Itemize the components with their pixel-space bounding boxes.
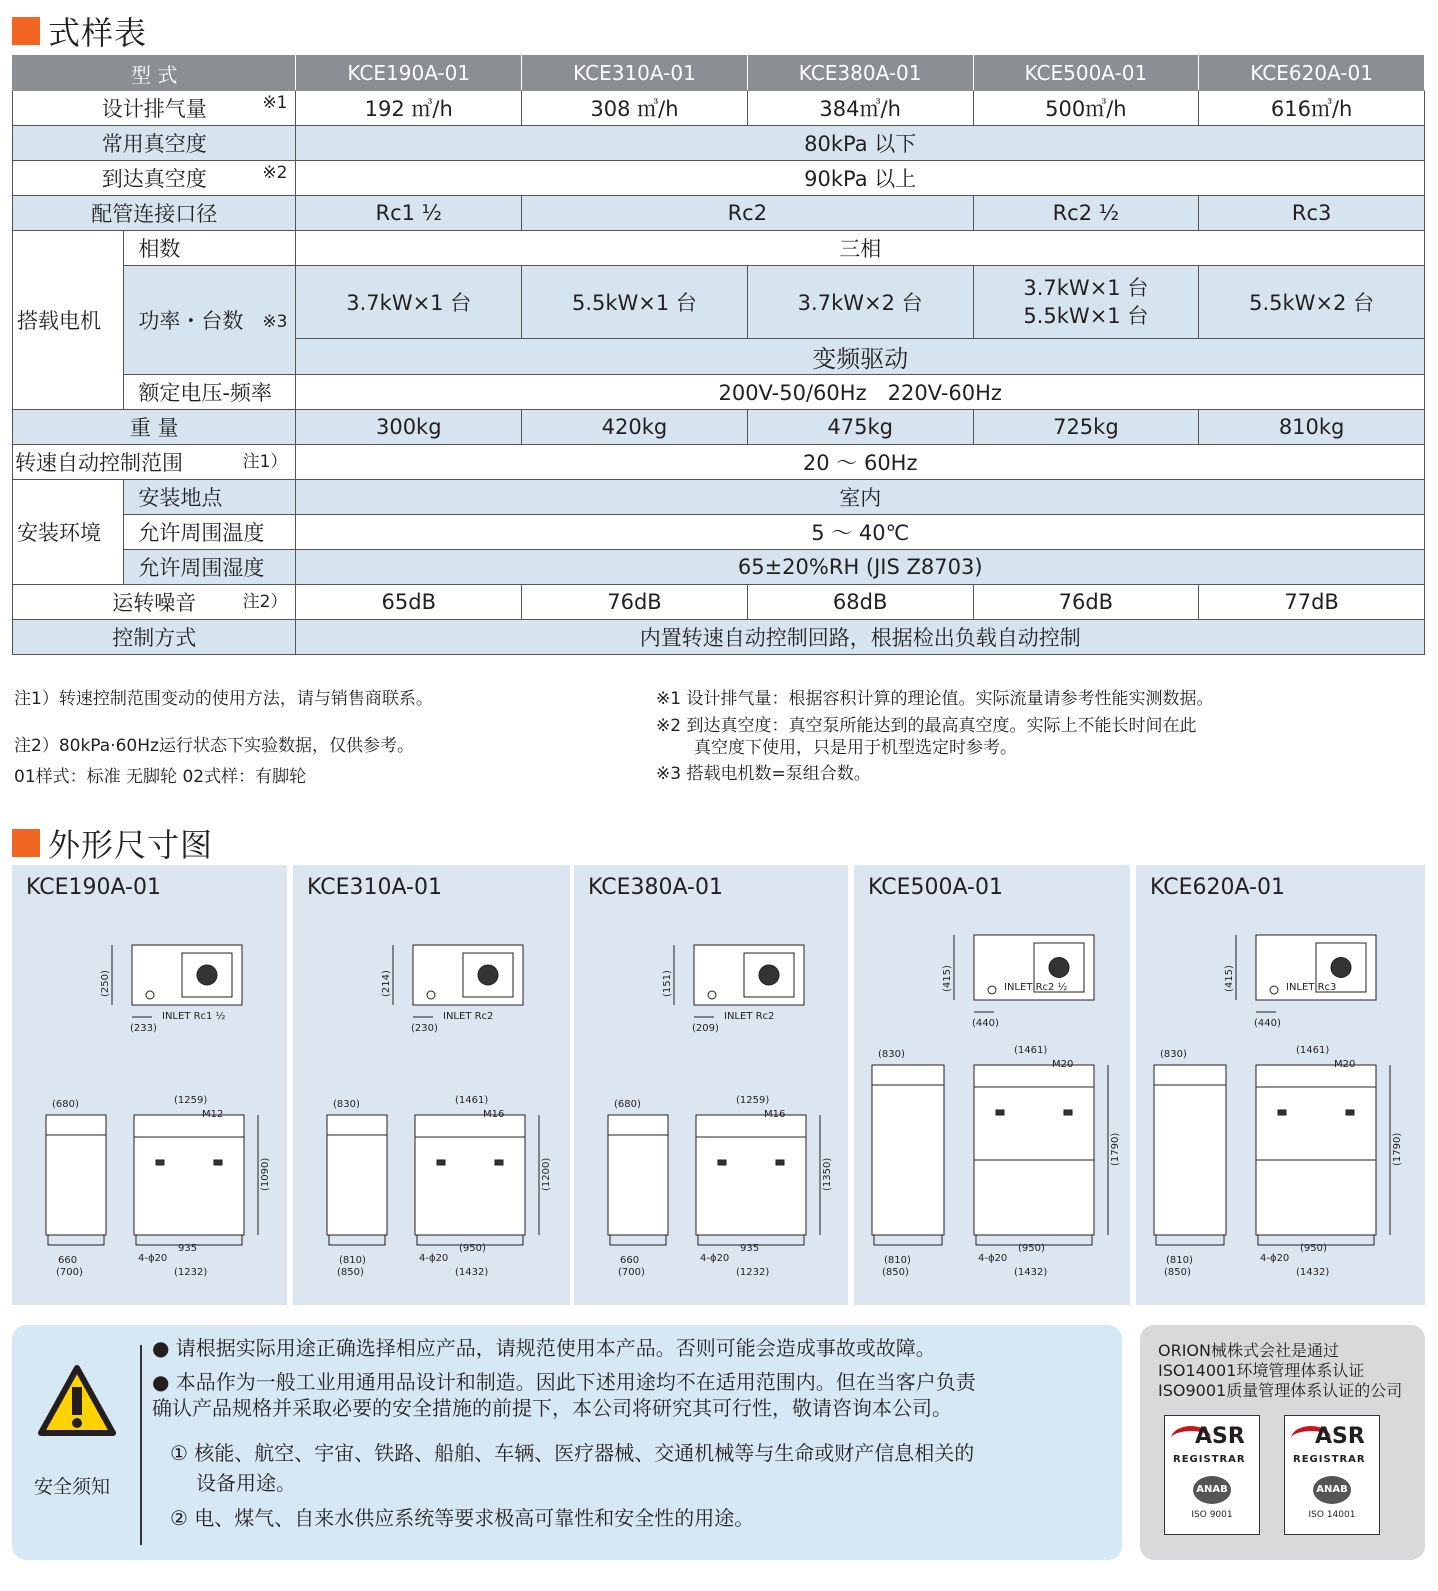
power-value: 3.7kW×1 台 5.5kW×1 台	[973, 266, 1199, 339]
front-view	[608, 1115, 668, 1235]
voltage-label: 额定电压-频率	[124, 375, 296, 410]
note-1: 注1）转速控制范围变动的使用方法，请与销售商联系。	[14, 689, 433, 709]
safety-label: 安全须知	[34, 1476, 111, 1498]
front-width-label: (830)	[1160, 1049, 1187, 1060]
fan-icon	[478, 965, 498, 985]
warning-p3a: ① 核能、航空、宇宙、铁路、船舶、车辆、医疗器械、交通机械等与生命或财产信息相关的	[170, 1441, 975, 1465]
spec-section-header	[12, 8, 147, 54]
table-row	[13, 585, 1425, 620]
dim-panel	[854, 865, 1130, 1305]
drawing-lines	[608, 945, 820, 1245]
dimension-drawings	[12, 865, 1425, 1305]
base-width-label: (850)	[882, 1267, 909, 1278]
exhaust-label: 设计排气量 ※1	[13, 91, 296, 126]
height-label: (1200)	[541, 1157, 552, 1191]
panel-model-name: KCE190A-01	[26, 875, 161, 900]
bolt-label: M20	[1052, 1059, 1074, 1070]
motor-group-label: 搭载电机	[13, 231, 124, 410]
divider	[140, 1345, 142, 1545]
top-width-label: (440)	[972, 1018, 999, 1029]
front-width-label: (680)	[614, 1099, 641, 1110]
inlet-label: INLET Rc2	[724, 1011, 775, 1022]
normal-vacuum-label: 常用真空度	[13, 126, 296, 161]
warning-p2a: ● 本品作为一般工业用通用品设计和制造。因此下述用途均不在适用范围内。但在当客户负责	[152, 1370, 976, 1394]
side-view	[974, 1065, 1094, 1235]
remark-3: ※3 搭载电机数=泵组合数。	[656, 764, 871, 784]
noise-value: 68dB	[747, 585, 973, 620]
pipe-value: Rc3	[1199, 196, 1425, 231]
base-width-label: (700)	[56, 1267, 83, 1278]
warning-p3b: 设备用途。	[196, 1471, 296, 1495]
front-view	[327, 1115, 387, 1235]
remark-1: ※1 设计排气量：根据容积计算的理论值。实际流量请参考性能实测数据。	[656, 689, 1214, 709]
top-width-label: (233)	[130, 1023, 157, 1034]
base-width-label: 660	[58, 1255, 78, 1266]
front-view	[46, 1115, 106, 1235]
control-value: 内置转速自动控制回路，根据检出负载自动控制	[296, 620, 1425, 655]
top-height-label: (151)	[662, 970, 673, 997]
dimension-drawing	[574, 865, 848, 1305]
inlet-label: INLET Rc2 ½	[1004, 982, 1068, 993]
power-label: 功率・台数 ※3	[124, 266, 296, 375]
ultimate-vacuum-value: 90kPa 以上	[296, 161, 1425, 196]
dimension-drawing	[854, 865, 1130, 1305]
base-width-label: (850)	[337, 1267, 364, 1278]
base-depth-label: (950)	[459, 1243, 486, 1254]
height-label: (1090)	[260, 1157, 271, 1191]
weight-value: 810kg	[1199, 410, 1425, 445]
warning-p2b: 确认产品规格并采取必要的安全措施的前提下，本公司将研究其可行性，敬请咨询本公司。	[152, 1396, 952, 1420]
front-width-label: (680)	[52, 1099, 79, 1110]
table-row	[13, 515, 1425, 550]
cert-text: ORION械株式会社是通过 ISO14001环境管理体系认证 ISO9001质量管理体系认证的公司	[1158, 1341, 1403, 1400]
base-depth-label: (1232)	[736, 1267, 770, 1278]
side-width-label: (1461)	[455, 1095, 489, 1106]
exhaust-value: 308 ㎥/h	[522, 91, 748, 126]
drawing-lines	[327, 945, 539, 1245]
voltage-value: 200V-50/60Hz 220V-60Hz	[296, 375, 1425, 410]
spec-section-title: 式样表	[48, 14, 148, 52]
bolt-label: M16	[764, 1109, 786, 1120]
base-rail	[329, 1235, 385, 1245]
drive-value: 变频驱动	[296, 339, 1425, 375]
remark-2b: 真空度下使用，只是用于机型选定时参考。	[694, 738, 1017, 758]
fan-icon	[759, 965, 779, 985]
base-width-label: (850)	[1164, 1267, 1191, 1278]
weight-value: 420kg	[522, 410, 748, 445]
side-view	[415, 1115, 525, 1235]
inlet-label: INLET Rc3	[1286, 982, 1337, 993]
bolt-label: M12	[202, 1109, 224, 1120]
base-rail	[1156, 1235, 1224, 1245]
orange-square-icon	[12, 17, 40, 45]
power-value: 3.7kW×2 台	[747, 266, 973, 339]
power-value: 3.7kW×1 台	[296, 266, 522, 339]
exhaust-value: 500㎥/h	[973, 91, 1199, 126]
base-width-label: (810)	[339, 1255, 366, 1266]
handle	[996, 1110, 1004, 1115]
dimension-drawing	[12, 865, 287, 1305]
inlet-label: INLET Rc1 ½	[162, 1011, 226, 1022]
table-row	[13, 231, 1425, 266]
remark-2a: ※2 到达真空度：真空泵所能达到的最高真空度。实际上不能长时间在此	[656, 716, 1197, 736]
handle	[1346, 1110, 1354, 1115]
base-width-label: (810)	[1166, 1255, 1193, 1266]
model-header: KCE620A-01	[1199, 56, 1425, 91]
table-row	[13, 196, 1425, 231]
base-depth-label: (950)	[1300, 1243, 1327, 1254]
top-height-label: (415)	[942, 965, 953, 992]
handle	[214, 1160, 222, 1165]
panel-model-name: KCE310A-01	[307, 875, 442, 900]
top-height-label: (250)	[100, 970, 111, 997]
speed-value: 20 ～ 60Hz	[296, 445, 1425, 480]
noise-value: 65dB	[296, 585, 522, 620]
pipe-value: Rc2 ½	[973, 196, 1199, 231]
noise-value: 77dB	[1199, 585, 1425, 620]
normal-vacuum-value: 80kPa 以下	[296, 126, 1425, 161]
exhaust-value: 384㎥/h	[747, 91, 973, 126]
bolt-label: M16	[483, 1109, 505, 1120]
handle	[718, 1160, 726, 1165]
dimension-drawing	[1136, 865, 1425, 1305]
table-row	[13, 550, 1425, 585]
top-height-label: (415)	[1224, 965, 1235, 992]
top-width-label: (230)	[411, 1023, 438, 1034]
table-row	[13, 410, 1425, 445]
env-group-label: 安装环境	[13, 480, 124, 585]
phase-label: 相数	[124, 231, 296, 266]
base-depth-label: (1432)	[455, 1267, 489, 1278]
handle	[776, 1160, 784, 1165]
exhaust-value: 192 ㎥/h	[296, 91, 522, 126]
certification-box	[1140, 1325, 1425, 1560]
note-3: 01样式：标准 无脚轮 02式样：有脚轮	[14, 767, 307, 787]
top-height-label: (214)	[381, 970, 392, 997]
warning-icon	[38, 1365, 116, 1437]
table-row	[13, 126, 1425, 161]
hole-label: 4-ϕ20	[700, 1253, 730, 1264]
weight-value: 475kg	[747, 410, 973, 445]
table-row	[13, 620, 1425, 655]
header-label: 型 式	[13, 56, 296, 91]
pipe-value: Rc1 ½	[296, 196, 522, 231]
front-view	[872, 1065, 944, 1235]
note-2: 注2）80kPa·60Hz运行状态下实验数据，仅供参考。	[14, 736, 414, 756]
handle	[495, 1160, 503, 1165]
bolt-label: M20	[1334, 1059, 1356, 1070]
control-label: 控制方式	[13, 620, 296, 655]
side-width-label: (1461)	[1014, 1045, 1048, 1056]
temp-value: 5 ～ 40℃	[296, 515, 1425, 550]
inlet-label: INLET Rc2	[443, 1011, 494, 1022]
panel-model-name: KCE500A-01	[868, 875, 1003, 900]
place-label: 安装地点	[124, 480, 296, 515]
handle	[1278, 1110, 1286, 1115]
orange-square-icon	[12, 829, 40, 857]
hole-label: 4-ϕ20	[419, 1253, 449, 1264]
side-view	[696, 1115, 806, 1235]
height-label: (1790)	[1392, 1132, 1403, 1166]
pipe-label: 配管连接口径	[13, 196, 296, 231]
panel-model-name: KCE620A-01	[1150, 875, 1285, 900]
base-width-label: 660	[620, 1255, 640, 1266]
dim-panel	[293, 865, 570, 1305]
height-label: (1350)	[822, 1157, 833, 1191]
humidity-label: 允许周围湿度	[124, 550, 296, 585]
base-width-label: (700)	[618, 1267, 645, 1278]
model-header: KCE500A-01	[973, 56, 1199, 91]
drawing-lines	[46, 945, 258, 1245]
noise-value: 76dB	[973, 585, 1199, 620]
dim-panel	[12, 865, 287, 1305]
front-width-label: (830)	[878, 1049, 905, 1060]
dimension-drawing	[293, 865, 570, 1305]
base-depth-label: 935	[740, 1243, 760, 1254]
drawing-lines	[872, 935, 1108, 1245]
noise-label: 运转噪音 注2）	[13, 585, 296, 620]
fan-icon	[197, 965, 217, 985]
top-width-label: (440)	[1254, 1018, 1281, 1029]
hole-label: 4-ϕ20	[138, 1253, 168, 1264]
top-width-label: (209)	[692, 1023, 719, 1034]
speed-label: 转速自动控制范围 注1）	[13, 445, 296, 480]
base-depth-label: (1232)	[174, 1267, 208, 1278]
model-header: KCE190A-01	[296, 56, 522, 91]
pipe-value: Rc2	[522, 196, 973, 231]
hole-label: 4-ϕ20	[978, 1253, 1008, 1264]
dims-section-title: 外形尺寸图	[48, 826, 214, 864]
asr-logo-iso9001: ASR REGISTRAR ANAB ISO 9001	[1164, 1415, 1260, 1535]
asr-logo-iso14001: ASR REGISTRAR ANAB ISO 14001	[1284, 1415, 1380, 1535]
base-depth-label: 935	[178, 1243, 198, 1254]
humidity-value: 65±20%RH (JIS Z8703)	[296, 550, 1425, 585]
dims-section-header	[12, 820, 213, 866]
handle	[437, 1160, 445, 1165]
side-width-label: (1259)	[174, 1095, 208, 1106]
table-header-row	[13, 56, 1425, 91]
handle	[1064, 1110, 1072, 1115]
phase-value: 三相	[296, 231, 1425, 266]
base-depth-label: (1432)	[1014, 1267, 1048, 1278]
warning-p4: ② 电、煤气、自来水供应系统等要求极高可靠性和安全性的用途。	[170, 1506, 755, 1530]
side-view	[134, 1115, 244, 1235]
place-value: 室内	[296, 480, 1425, 515]
table-row	[13, 161, 1425, 196]
fan-icon	[1049, 958, 1069, 978]
side-width-label: (1461)	[1296, 1045, 1330, 1056]
base-rail	[610, 1235, 666, 1245]
drawing-lines	[1154, 935, 1390, 1245]
table-row	[13, 480, 1425, 515]
exhaust-value: 616㎥/h	[1199, 91, 1425, 126]
spec-table	[12, 55, 1425, 655]
weight-value: 725kg	[973, 410, 1199, 445]
temp-label: 允许周围温度	[124, 515, 296, 550]
fan-icon	[1331, 958, 1351, 978]
base-depth-label: (950)	[1018, 1243, 1045, 1254]
base-width-label: (810)	[884, 1255, 911, 1266]
base-rail	[874, 1235, 942, 1245]
model-header: KCE310A-01	[522, 56, 748, 91]
table-row	[13, 91, 1425, 126]
height-label: (1790)	[1110, 1132, 1121, 1166]
table-row	[13, 266, 1425, 339]
dim-panel	[1136, 865, 1425, 1305]
power-value: 5.5kW×1 台	[522, 266, 748, 339]
handle	[156, 1160, 164, 1165]
base-depth-label: (1432)	[1296, 1267, 1330, 1278]
table-row	[13, 375, 1425, 410]
noise-value: 76dB	[522, 585, 748, 620]
safety-notice	[12, 1325, 1122, 1560]
panel-model-name: KCE380A-01	[588, 875, 723, 900]
warning-p1: ● 请根据实际用途正确选择相应产品，请规范使用本产品。否则可能会造成事故或故障。	[152, 1336, 936, 1360]
dim-panel	[574, 865, 848, 1305]
weight-value: 300kg	[296, 410, 522, 445]
side-width-label: (1259)	[736, 1095, 770, 1106]
base-rail	[48, 1235, 104, 1245]
side-view	[1256, 1065, 1376, 1235]
table-row	[13, 445, 1425, 480]
ultimate-vacuum-label: 到达真空度 ※2	[13, 161, 296, 196]
front-width-label: (830)	[333, 1099, 360, 1110]
power-value: 5.5kW×2 台	[1199, 266, 1425, 339]
weight-label: 重 量	[13, 410, 296, 445]
hole-label: 4-ϕ20	[1260, 1253, 1290, 1264]
model-header: KCE380A-01	[747, 56, 973, 91]
front-view	[1154, 1065, 1226, 1235]
